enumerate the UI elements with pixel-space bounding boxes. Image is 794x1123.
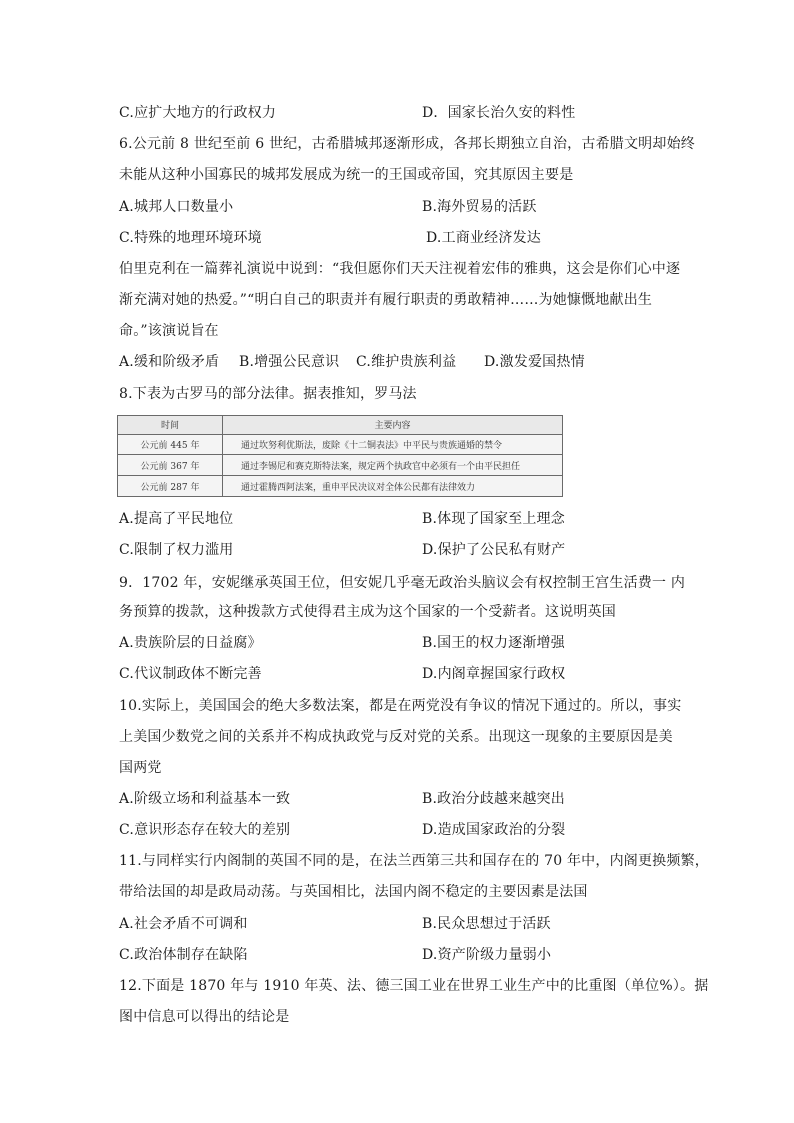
table-cell-time: 公元前 367 年 <box>118 455 223 476</box>
q6-stem-line1: 6.公元前 8 世纪至前 6 世纪，古希腊城邦逐渐形成，各邦长期独立自治，古希腊文明却始终 <box>119 136 695 152</box>
q9-option-b: B.国王的权力逐渐增强 <box>422 635 565 651</box>
q8-stem: 8.下表为古罗马的部分法律。据表推知，罗马法 <box>119 386 417 402</box>
q11-option-c: C.政治体制存在缺陷 <box>119 947 248 963</box>
q10-stem-line2: 上美国少数党之间的关系并不构成执政党与反对党的关系。出现这一现象的主要原因是美 <box>119 729 673 745</box>
q7-stem-line2: 渐充满对她的热爱。”“明白自己的职责并有履行职责的勇敢精神……为她慷慨地献出生 <box>119 292 653 308</box>
q10-stem-line3: 国两党 <box>119 760 162 776</box>
q8-option-a: A.提高了平民地位 <box>119 511 234 527</box>
q7-option-a: A.缓和阶级矛盾 <box>119 354 220 370</box>
q6-option-c: C.特殊的地理环境环境 <box>119 230 262 246</box>
q6-option-b: B.海外贸易的活跃 <box>422 199 537 215</box>
table-row <box>118 455 563 476</box>
table-cell-content: 通过霍腾西阿法案，重申平民决议对全体公民都有法律效力 <box>223 476 563 497</box>
q9-option-a: A.贵族阶层的日益腐》 <box>119 635 262 651</box>
q9-option-c: C.代议制政体不断完善 <box>119 666 262 682</box>
table-row <box>118 476 563 497</box>
q7-option-b: B.增强公民意识 <box>239 354 340 370</box>
q5-option-d: D．国家长治久安的料性 <box>422 105 576 121</box>
table-header-time: 时间 <box>118 416 223 435</box>
table-row <box>118 434 563 455</box>
table-cell-content: 通过坎努利优斯法，废除《十二铜表法》中平民与贵族通婚的禁令 <box>223 434 563 455</box>
q9-stem-line2: 务预算的拨款，这种拨款方式使得君主成为这个国家的一个受薪者。这说明英国 <box>119 604 616 620</box>
q12-stem-line2: 图中信息可以得出的结论是 <box>119 1009 290 1025</box>
q8-option-d: D.保护了公民私有财产 <box>422 542 566 558</box>
q11-option-d: D.资产阶级力量弱小 <box>422 947 552 963</box>
q11-option-a: A.社会矛盾不可调和 <box>119 916 248 932</box>
q7-option-d: D.激发爱国热情 <box>484 354 585 370</box>
q6-option-a: A.城邦人口数量小 <box>119 199 234 215</box>
q9-option-d: D.内阁章握国家行政权 <box>422 666 566 682</box>
q10-option-a: A.阶级立场和利益基本一致 <box>119 791 291 807</box>
table-header-content: 主要内容 <box>223 416 563 435</box>
q6-stem-line2: 未能从这种小国寡民的城邦发展成为统一的王国或帝国，究其原因主要是 <box>119 167 574 183</box>
q8-option-b: B.体现了国家至上理念 <box>422 511 565 527</box>
table-cell-time: 公元前 445 年 <box>118 434 223 455</box>
q7-stem-line3: 命。”该演说旨在 <box>119 323 219 339</box>
q10-stem-line1: 10.实际上，美国国会的绝大多数法案，都是在两党没有争议的情况下通过的。所以，事实 <box>119 698 682 714</box>
q7-option-c: C.维护贵族利益 <box>356 354 457 370</box>
table-cell-time: 公元前 287 年 <box>118 476 223 497</box>
q5-option-c: C.应扩大地方的行政权力 <box>119 105 277 121</box>
q7-stem-line1: 伯里克利在一篇葬礼演说中说到：“我但愿你们天天注视着宏伟的雅典，这会是你们心中逐 <box>119 261 681 277</box>
q6-option-d: D.工商业经济发达 <box>426 230 541 246</box>
q10-option-c: C.意识形态存在较大的差别 <box>119 822 291 838</box>
q10-option-b: B.政治分歧越来越突出 <box>422 791 565 807</box>
table-cell-content: 通过李锡尼和赛克斯特法案，规定两个执政官中必须有一个由平民担任 <box>223 455 563 476</box>
q11-stem-line1: 11.与同样实行内阁制的英国不同的是，在法兰西第三共和国存在的 70 年中，内阁更换频繁， <box>119 853 709 869</box>
q12-stem-line1: 12.下面是 1870 年与 1910 年英、法、德三国工业在世界工业生产中的比重图（单位%）。据 <box>119 978 709 994</box>
q10-option-d: D.造成国家政治的分裂 <box>422 822 566 838</box>
q8-option-c: C.限制了权力滥用 <box>119 542 234 558</box>
q11-option-b: B.民众思想过于活跃 <box>422 916 551 932</box>
q9-stem-line1: 9．1702 年，安妮继承英国王位，但安妮几乎毫无政治头脑议会有权控制王宫生活费一 内 <box>119 575 686 591</box>
roman-law-table <box>117 415 563 497</box>
table-header-row <box>118 416 563 435</box>
q11-stem-line2: 带给法国的却是政局动荡。与英国相比，法国内阁不稳定的主要因素是法国 <box>119 884 588 900</box>
